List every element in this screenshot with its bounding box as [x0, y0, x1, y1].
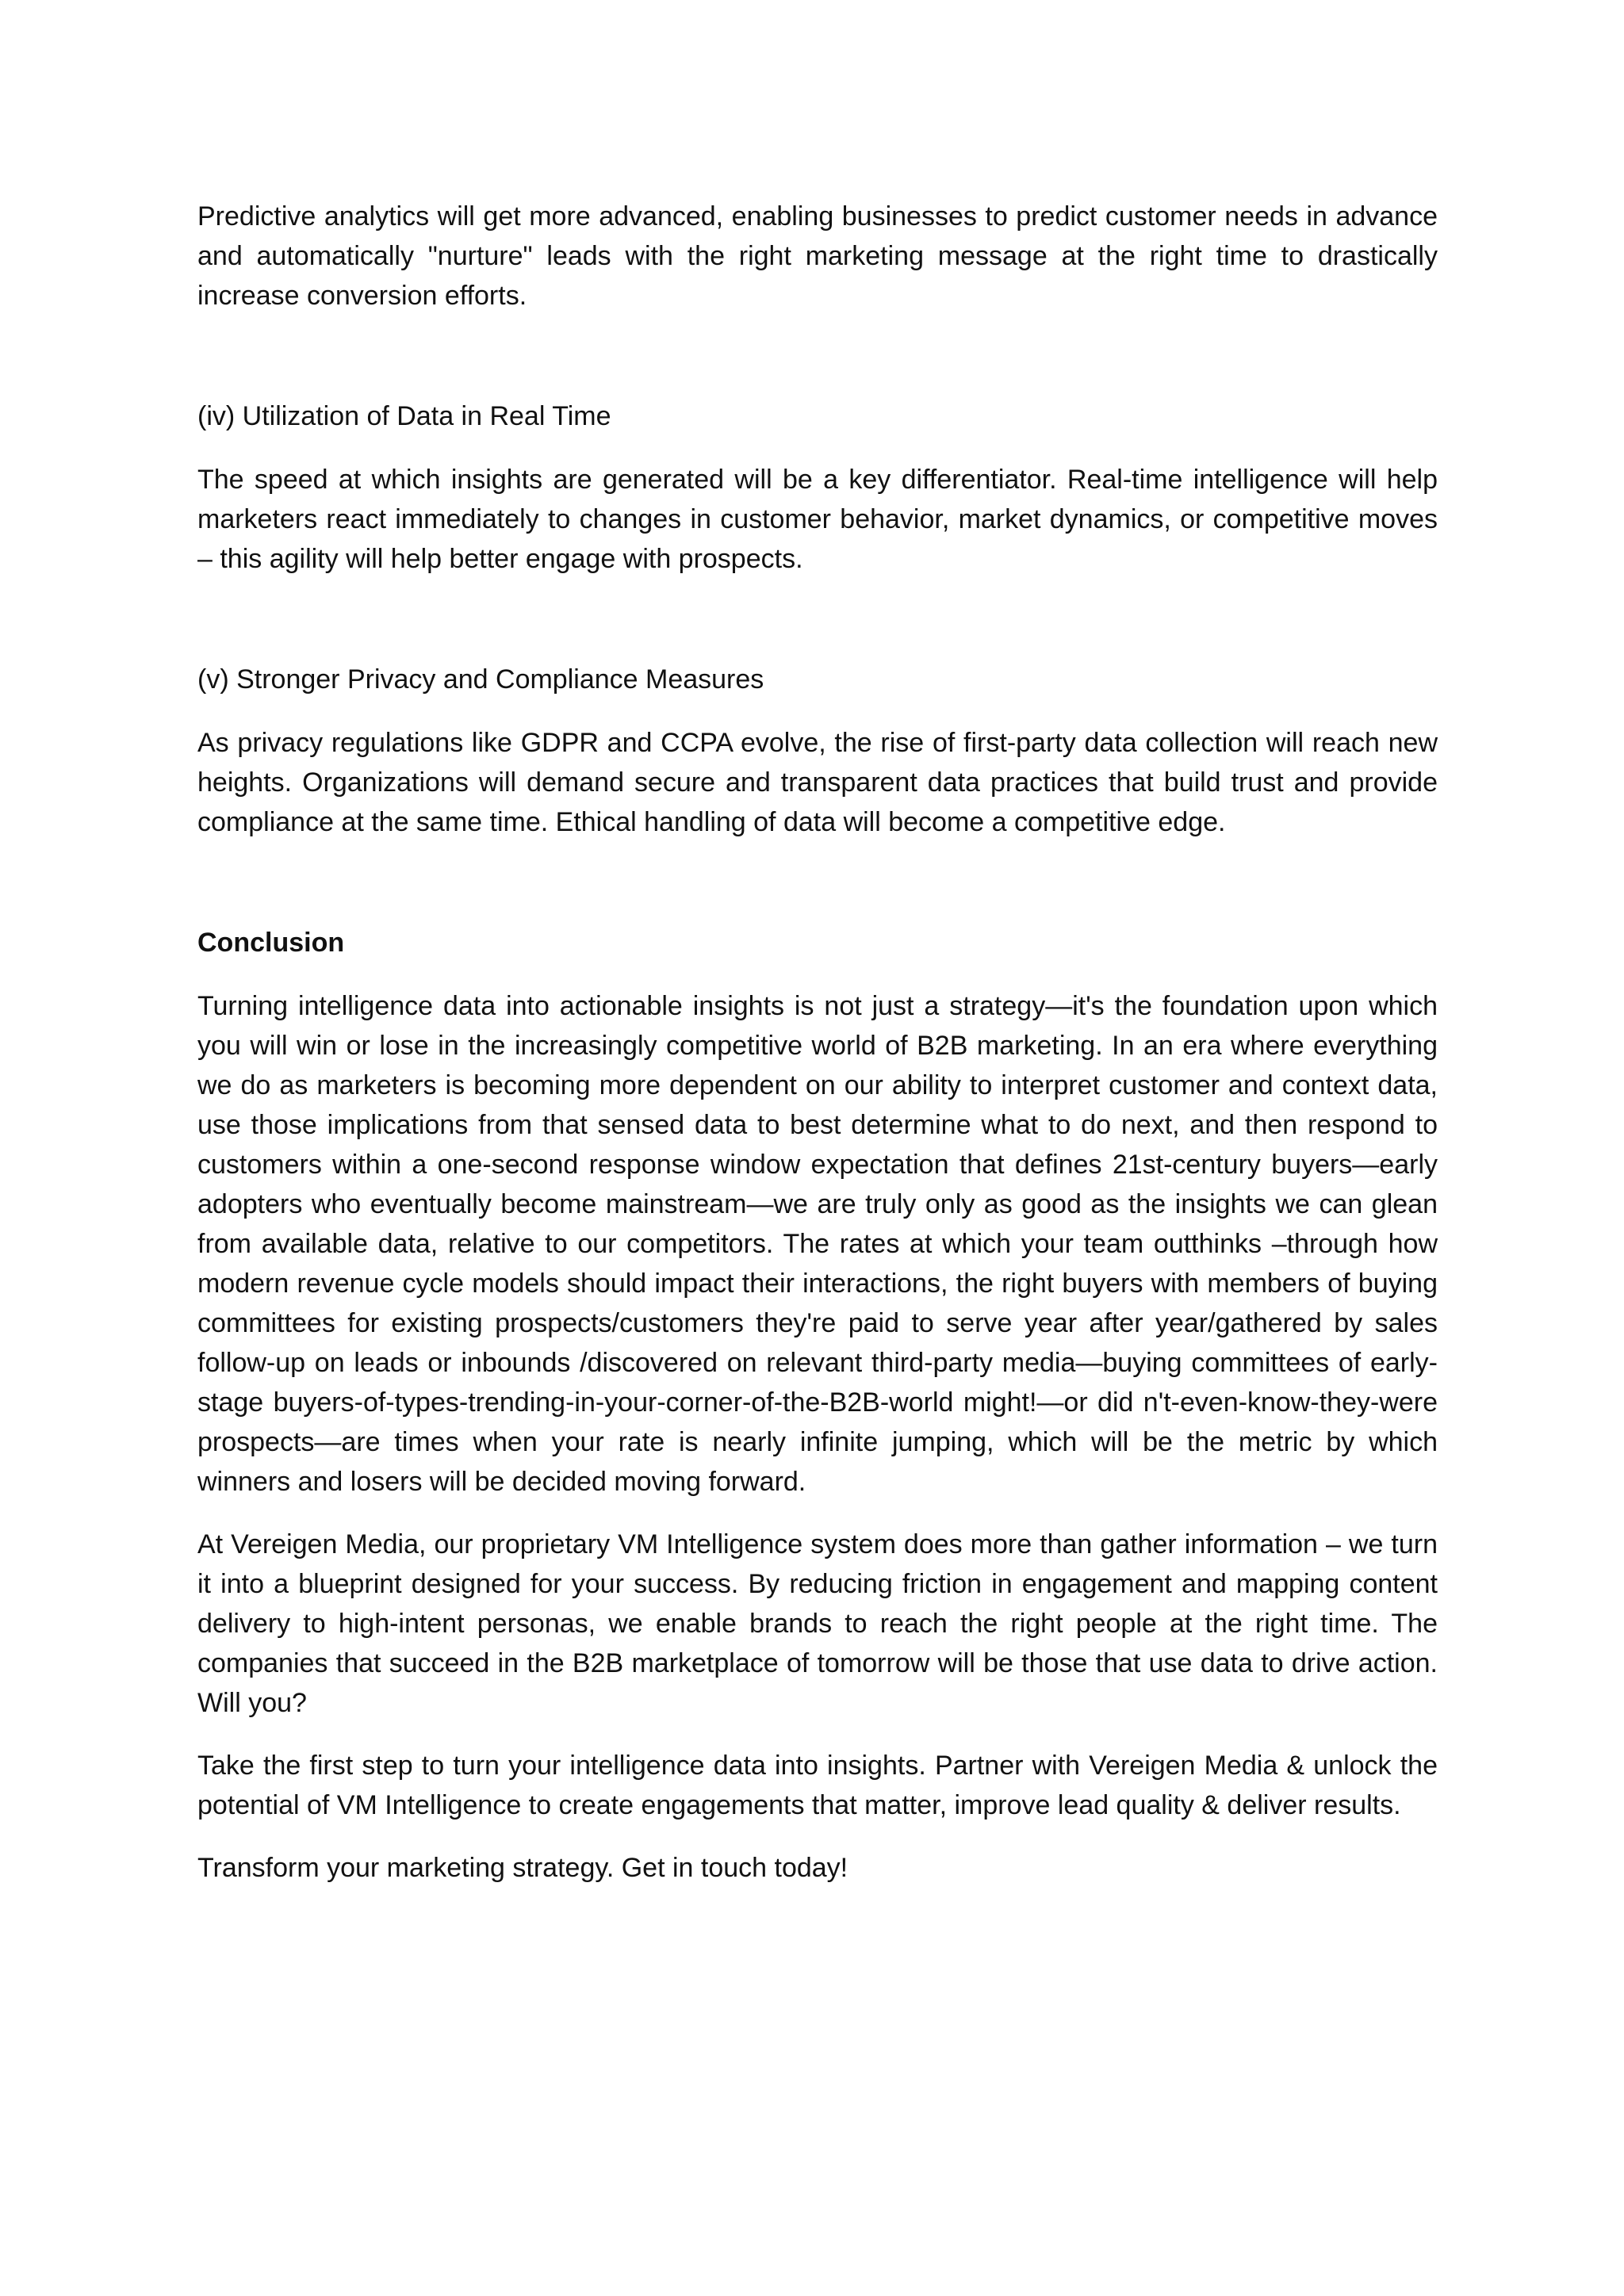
- closing-line: Transform your marketing strategy. Get in touch today!: [197, 1853, 848, 1883]
- document-body: [197, 197, 1438, 1888]
- real-time-data-paragraph: The speed at which insights are generated will be a key differentiator. Real-time intelligence will help marketers react immediately to changes in customer behavior, market dynamics, or competitive moves – this agility will help better engage with prospects.: [197, 465, 1438, 574]
- privacy-compliance-paragraph: As privacy regulations like GDPR and CCPA evolve, the rise of first-party data collection will reach new heights. Organizations will demand secure and transparent data practices that build trust and provide compliance at the same time. Ethical handling of data will become a competitive edge.: [197, 728, 1438, 837]
- conclusion-paragraph-1: Turning intelligence data into actionable insights is not just a strategy—it's the foundation upon which you will win or lose in the increasingly competitive world of B2B marketing. In an era where everything we do as marketers is becoming more dependent on our ability to interpret customer and context data, use those implications from that sensed data to best determine what to do next, and then respond to customers within a one-second response window expectation that defines 21st-century buyers—early adopters who eventually become mainstream—we are truly only as good as the insights we can glean from available data, relative to our competitors. The rates at which your team outthinks –through how modern revenue cycle models should impact their interactions, the right buyers with members of buying committees for existing prospects/customers they're paid to serve year after year/gathered by sales follow-up on leads or inbounds /discovered on relevant third-party media—buying committees of early-stage buyers-of-types-trending-in-your-corner-of-the-B2B-world might!—or did n't-even-know-they-were prospects—are times when your rate is nearly infinite jumping, which will be the metric by which winners and losers will be decided moving forward.: [197, 991, 1438, 1497]
- predictive-analytics-paragraph: Predictive analytics will get more advanced, enabling businesses to predict customer needs in advance and automatically "nurture" leads with the right marketing message at the right time to drastically increase conversion efforts.: [197, 201, 1438, 311]
- section-heading-privacy-compliance: (v) Stronger Privacy and Compliance Measures: [197, 664, 764, 695]
- call-to-action-paragraph: Take the first step to turn your intelligence data into insights. Partner with Vereigen Media & unlock the potential of VM Intelligence to create engagements that matter, improve lead quality & deliver results.: [197, 1751, 1438, 1820]
- conclusion-heading: Conclusion: [197, 928, 345, 958]
- conclusion-paragraph-2: At Vereigen Media, our proprietary VM Intelligence system does more than gather information – we turn it into a blueprint designed for your success. By reducing friction in engagement and mapping content delivery to high-intent personas, we enable brands to reach the right people at the right time. The companies that succeed in the B2B marketplace of tomorrow will be those that use data to drive action. Will you?: [197, 1529, 1438, 1718]
- section-heading-real-time-data: (iv) Utilization of Data in Real Time: [197, 401, 611, 431]
